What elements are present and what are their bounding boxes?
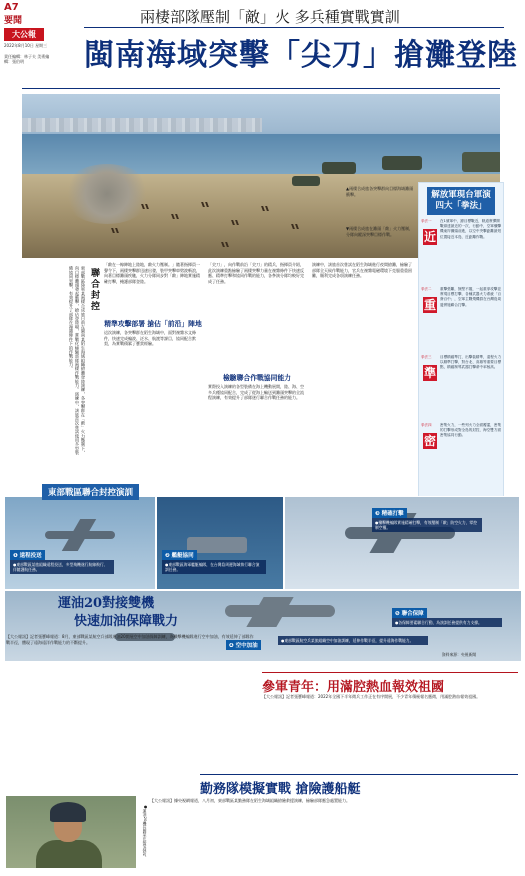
landing-craft [322,162,356,174]
story3-rule [262,672,518,673]
story4-rule [200,774,518,775]
story2-body: 【大公報訊】記者張寶峰報道：8月，東部戰區某航空兵部隊運油20開展空中加油保障訓練，為殲擊機編隊進行空中加油，有效延伸了部隊作戰半徑，體現了遠海遠洋作戰能力的不斷提升。 [6,634,254,645]
gallery-title: 東部戰區聯合封控演訓 [42,484,139,500]
main-headline: 閩南海域突擊「尖刀」搶灘登陸 [84,38,518,73]
page-number: A7 [4,2,19,13]
article-subhead: 檢驗聯合作戰協同能力 [223,374,291,382]
feature-text: 密集火力，一些列火力全面覆蓋，密集的打擊形成對全島的封控，海空雙方面密集協同行動。 [440,423,502,438]
feature-label: 拳法三 [421,355,432,359]
photo-label: ❷ 艦艇協同 [162,550,197,560]
landing-craft [382,156,422,170]
headline-rule [84,27,504,28]
article-paragraph: 這次演練，各突擊群在陌生海域中，面對複雜水文條件，快速完成編波、泛水、航渡等課目，協同配合默契，為實戰積累了寶貴經驗。 [104,330,196,347]
masthead [4,2,54,74]
landing-craft [462,152,500,172]
story3-headline: 參軍青年：用滿腔熱血報效祖國 [262,680,445,695]
landing-craft [292,176,320,186]
article-paragraph: 「尖刀」，向作戰前沿「尖刀」的精兵，指揮員介紹，此次演練重點檢驗了兩棲突擊力量在複雜條件下快速反應、精準打擊和協同作戰的能力，各參演分隊均較好完成了任務。 [208,262,304,284]
feature-text: 重擊張離，無堅不摧，一起重拳攻擊並實現目標打擊，各種武器火力系統「百發百中」，空軍主戰飛機群在台灣島周邊實施聯合打擊。 [440,287,502,307]
gallery-source: 資料來源：央視新聞 [442,652,477,657]
article-paragraph: 演練中，該旅首次嘗試在陌生海域進行夜間搶灘，檢驗了部隊全天候作戰能力，官兵在複雜電磁環境下克服重重困難，順利完成各項演練任務。 [312,262,412,279]
sidebar-title-line2: 四大「拳法」 [435,201,487,211]
hero-caption-1: ▲兩棲合成旅各突擊群向目標海域灘頭衝擊。 [346,186,414,197]
photo-label: ❶ 遠程投送 [10,550,45,560]
pilot-caption: ●運油20機長劉某在接受採訪。 [143,804,148,860]
sidebar-four-tactics [418,182,504,512]
story2-headline-1: 運油20對接雙機 [58,596,155,611]
feature-item [423,219,501,281]
feature-tag: 重 [423,298,436,312]
date-line: 2022年8月10日 星期三 [4,43,48,48]
pilot-helmet [50,802,86,822]
photo-label: ❺ 聯合保障 [392,608,427,618]
hero-smoke [62,164,152,224]
feature-item [423,355,501,417]
vertical-subhead: 聯合封控 [89,268,99,312]
photo-label: ❸ 精確打擊 [372,508,407,518]
gallery-photo-2 [156,496,284,590]
section-name: 要聞 [4,16,23,26]
feature-tag: 密 [423,434,436,448]
hero-caption-2: ▼兩棲合成旅在灘頭「敵」火力壓制，分隊向縱深突擊目標作戰。 [346,226,414,237]
photo-caption: ●東部戰區航空兵某旅組織空中加油訓練，延伸作戰半徑，提升遠海作戰能力。 [278,636,428,645]
kicker-headline: 兩棲部隊壓制「敵」火 多兵種實戰實訓 [140,8,400,26]
gallery-photo-1 [4,496,156,590]
editor-credits: 責任編輯：林子夫 美術編輯：張伯明 [4,54,50,64]
article-subhead: 精準攻擊部署 搶佔「前沿」陣地 [104,320,202,328]
article-paragraph: 實際投入演練的各型裝備在海上機動展開，陸、海、空多兵種協同配合，完成了從海上輸送到灘頭突擊的全流程演練，有效提升了部隊遂行聯合作戰任務的能力。 [208,384,304,401]
hero-skyline [22,118,262,132]
feature-label: 拳法一 [421,219,432,223]
feature-text: 目標精確準打，出擊裝精準，遠程火力以精準打擊，對台北、高雄等重要目標點，精確制導武器打擊命中率極高。 [440,355,502,370]
feature-text: 在1號軍中，據目標戰近，軌道實彈開戰兩達最近的一次，行動中，空軍殲擊機東岸灘頭前進，以空中突擊距離最短位置接近本島，近距離作戰。 [440,219,502,239]
story3-body: 【大公報訊】記者張寶峰報道：2022年全國下半年徵兵工作正在有序開展，不少青年積極報名應徵，用滿腔熱血報效祖國。 [262,694,481,699]
photo-caption: ●各保障要素聯合行動，為演訓任務提供有力支撐。 [392,618,502,627]
story4-headline: 勤務隊模擬實戰 搶險護船艇 [200,782,361,797]
photo-caption: ●東部戰區某旅組織遠程投送，多型飛機遂行航線飛行、伴隨護航任務。 [10,560,114,574]
pilot-photo [6,796,136,868]
lead-column-vertical: 東部戰區陸軍某兩棲合成旅日前在閩南某陌生海域組織搶灘登陸演練，各突擊群在「敵」火力壓制下，向目標灘頭發起衝擊，搶佔登陸場，實戰化檢驗部隊兩棲作戰能力。演練中，該旅首次嘗試使用多型裝備協同突擊，有效提升了部隊在複雜條件下的作戰能力。 [69,266,86,455]
story4-body: 【大公報訊】據央視網報道，八月初，東部戰區某勤務隊在陌生海域組織搶險救援演練，檢驗部隊應急處置能力。 [150,798,350,803]
pilot-suit [36,840,102,868]
feature-label: 拳法四 [421,423,432,427]
photo-caption: ●殲擊機編隊實施精確打擊，有效壓制「敵」防空火力，掌控制空權。 [372,518,482,532]
newspaper-logo: 大公報 [4,28,44,41]
photo-label: ❹ 空中加油 [226,640,261,650]
feature-tag: 近 [423,230,436,244]
feature-tag: 準 [423,366,436,380]
feature-item [423,287,501,349]
article-paragraph: 「敵在一線陣地上陸地，敵火力壓制。」隨著指揮員一聲令下，兩棲突擊群迅速出發，裝甲突擊車劈波斬浪，向著目標灘頭疾馳，火力分隊同步對「敵」陣地實施精確打擊，掩護部隊登陸。 [104,262,200,284]
sidebar-title-line1: 解放軍現台軍演 [431,190,491,200]
sidebar-title [427,187,495,215]
story2-headline-2: 快速加油保障戰力 [74,614,179,629]
headline-bottom-rule [22,88,500,89]
feature-label: 拳法二 [421,287,432,291]
photo-caption: ●東部戰區海軍艦艇編隊，在台灣島周邊海域執行聯合演訓任務。 [162,560,266,574]
